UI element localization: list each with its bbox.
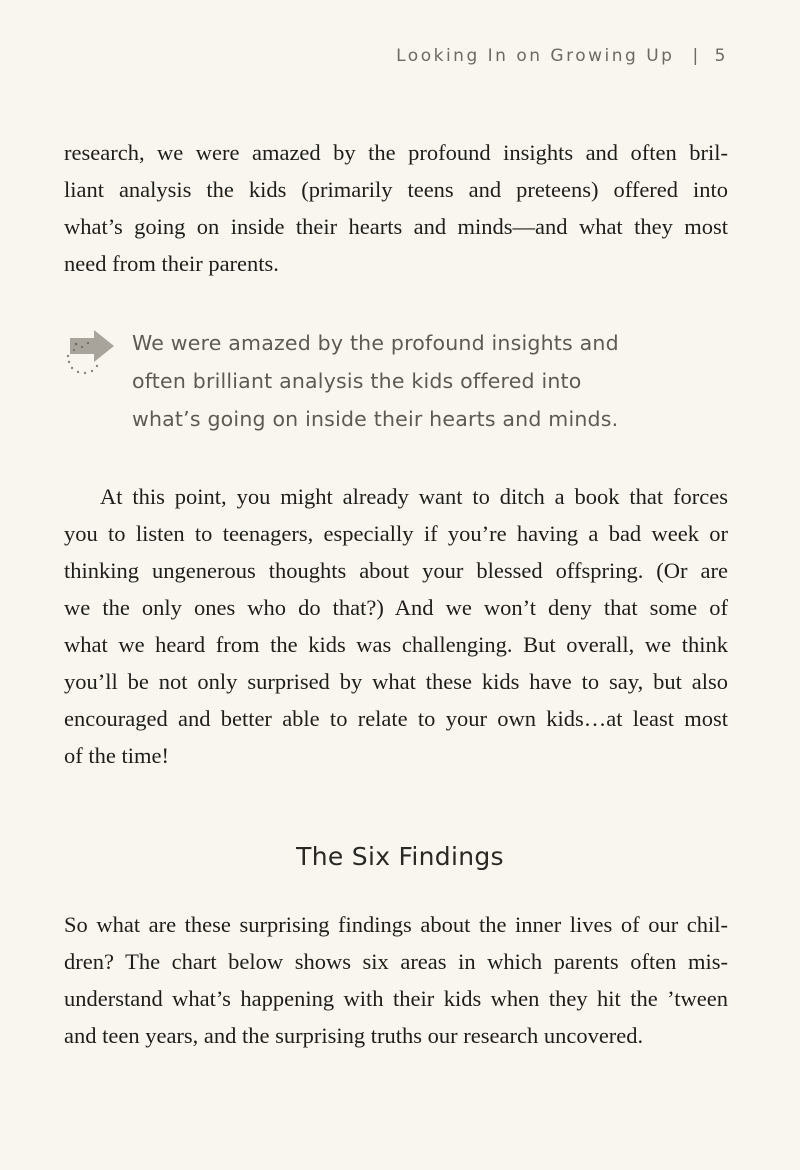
text-line: need from their parents. — [64, 251, 279, 276]
running-header — [396, 46, 728, 66]
text-line: liant analysis the kids (primarily teens and preteens) offered into — [64, 177, 728, 202]
text-line: what’s going on inside their hearts and minds—and what they most — [64, 214, 728, 239]
pull-quote-line: We were amazed by the profound insights and — [132, 331, 619, 355]
pull-quote-line: often brilliant analysis the kids offered into — [132, 369, 582, 393]
text-line: you’ll be not only surprised by what these kids have to say, but also — [64, 669, 728, 694]
text-line: dren? The chart below shows six areas in which parents often mis- — [64, 949, 728, 974]
section-heading: The Six Findings — [296, 842, 504, 871]
text-line: research, we were amazed by the profound insights and often bril- — [64, 140, 728, 165]
text-line: you to listen to teenagers, especially if you’re having a bad week or — [64, 521, 728, 546]
text-line: and teen years, and the surprising truths our research uncovered. — [64, 1023, 644, 1048]
arrow-callout-icon — [64, 328, 120, 388]
text-line: of the time! — [64, 743, 169, 768]
text-line: what we heard from the kids was challenging. But overall, we think — [64, 632, 728, 657]
text-line: understand what’s happening with their kids when they hit the ’tween — [64, 986, 728, 1011]
pull-quote-line: what’s going on inside their hearts and minds. — [132, 407, 619, 431]
text-line: we the only ones who do that?) And we won’t deny that some of — [64, 595, 728, 620]
text-line: So what are these surprising findings about the inner lives of our chil- — [64, 912, 728, 937]
text-line: At this point, you might already want to ditch a book that forces — [100, 484, 728, 509]
running-title: Looking In on Growing Up — [396, 46, 675, 66]
text-line: thinking ungenerous thoughts about your blessed offspring. (Or are — [64, 558, 728, 583]
header-separator: | — [692, 46, 701, 66]
page-number: 5 — [714, 46, 728, 66]
text-line: encouraged and better able to relate to your own kids…at least most — [64, 706, 728, 731]
